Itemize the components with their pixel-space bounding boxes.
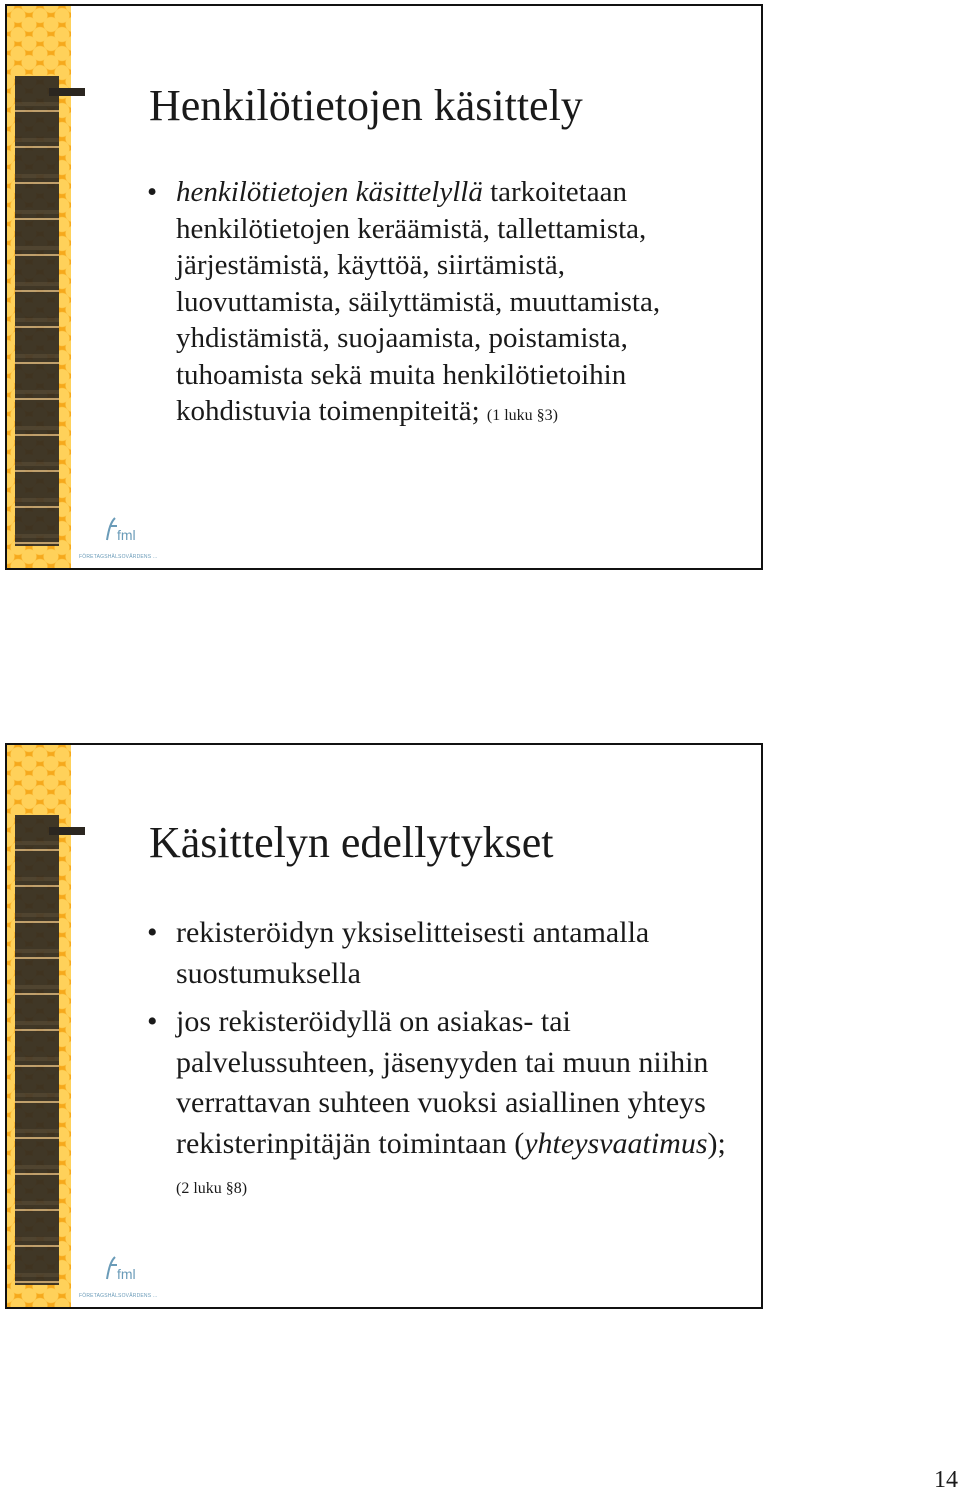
totem-decoration-icon [15,76,59,546]
bullet-text: tarkoitetaan henkilötietojen keräämistä, tallettamista, järjestämistä, käyttöä, siirtämistä, luovuttamista, säilyttämistä, muuttamista, yhdistämistä, suojaamista, poistamista, tuhoamista sekä muita henkilötietoihin kohdistuvia toimenpiteitä; [176,176,661,427]
bullet-item [147,1002,727,1210]
bullet-text: rekisteröidyn yksiselitteisesti antamalla suostumuksella [176,916,650,990]
totem-arm-decoration [49,827,85,835]
bullet-list [147,913,727,1218]
totem-arm-decoration [49,88,85,96]
slide-kasittelyn-edellytykset [5,743,763,1309]
defined-term: yhteysvaatimus [524,1126,708,1160]
fml-logo-icon [101,1253,143,1283]
bullet-item [147,174,707,435]
page-number: 14 [934,1467,958,1493]
slide-title: Käsittelyn edellytykset [149,818,554,867]
logo-subtitle: FÖRETAGSHÄLSOVÅRDENS ... [79,554,158,560]
defined-term: henkilötietojen käsittelyllä [176,176,483,208]
bullet-list [147,174,707,435]
slide-henkilotietojen-kasittely [5,4,763,570]
fml-logo [79,514,179,560]
bullet-text-after: ); [707,1126,726,1160]
fml-logo-icon [101,514,143,544]
fml-logo [79,1253,179,1299]
bullet-item [147,913,727,994]
svg-text:fml: fml [117,527,136,543]
logo-subtitle: FÖRETAGSHÄLSOVÅRDENS ... [79,1293,158,1299]
law-reference: (1 luku §3) [486,407,559,424]
svg-text:fml: fml [117,1266,136,1282]
law-reference: (2 luku §8) [176,1180,248,1197]
slide-title: Henkilötietojen käsittely [149,81,583,130]
totem-decoration-icon [15,815,59,1285]
bullet-text: jos rekisteröidyllä on asiakas- tai palvelussuhteen, jäsenyyden tai muun niihin verrattavan suhteen vuoksi asiallinen yhteys rekisterinpitäjän toimintaan ( [176,1005,709,1160]
